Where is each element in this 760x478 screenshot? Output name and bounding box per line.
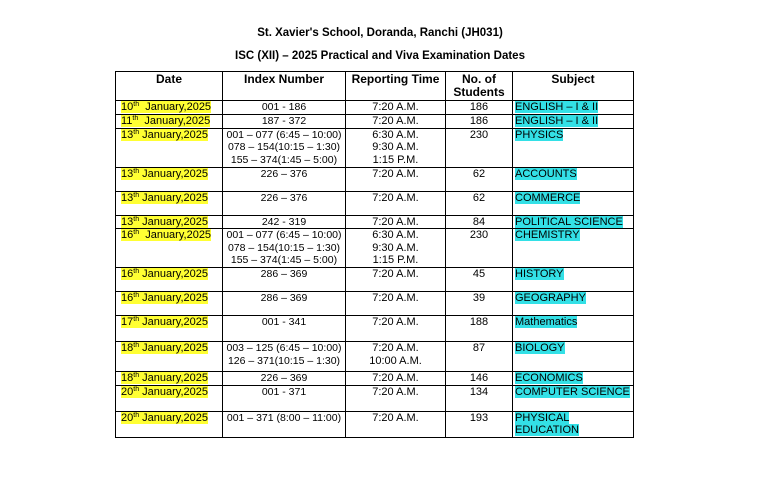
subject-name: Mathematics [515, 316, 578, 328]
date-day: 18 [121, 372, 134, 384]
date-highlight [121, 192, 208, 204]
reporting-time: 7:20 A.M. [372, 372, 419, 384]
subject-cell [513, 411, 634, 437]
reporting-time: 7:20 A.M. [372, 101, 419, 113]
date-highlight [121, 342, 208, 354]
reporting-time-cell [346, 215, 446, 229]
date-cell [116, 167, 223, 191]
reporting-time: 7:20 A.M. [372, 268, 419, 280]
date-cell [116, 229, 223, 268]
date-month-year: January,2025 [139, 411, 208, 424]
date-cell [116, 316, 223, 342]
column-header-index-number: Index Number [223, 72, 346, 101]
student-count-cell: 45 [446, 268, 513, 292]
column-header-no-of-students: No. of Students [446, 72, 513, 101]
date-cell [116, 268, 223, 292]
student-count-cell: 186 [446, 115, 513, 129]
student-count-cell: 84 [446, 215, 513, 229]
date-cell [116, 411, 223, 437]
reporting-time-cell [346, 342, 446, 372]
date-highlight [121, 101, 211, 113]
date-highlight [121, 292, 208, 304]
subject-cell [513, 191, 634, 215]
subject-cell [513, 316, 634, 342]
date-cell [116, 115, 223, 129]
index-range: 226 – 376 [260, 167, 308, 180]
date-cell [116, 372, 223, 386]
subject-cell [513, 372, 634, 386]
date-cell [116, 128, 223, 167]
student-count-cell: 62 [446, 167, 513, 191]
index-number-cell [223, 411, 346, 437]
date-ordinal-suffix: th [133, 167, 140, 175]
subject-cell [513, 342, 634, 372]
subject-name: GEOGRAPHY [515, 292, 586, 304]
reporting-time-cell [346, 372, 446, 386]
date-day: 18 [121, 342, 134, 354]
index-number-cell [223, 128, 346, 167]
date-day: 16 [121, 268, 134, 280]
reporting-time: 6:30 A.M. [372, 229, 419, 241]
reporting-time: 7:20 A.M. [372, 215, 419, 228]
date-highlight [121, 129, 208, 141]
date-cell [116, 385, 223, 411]
date-ordinal-suffix: th [133, 292, 140, 299]
subject-name: ACCOUNTS [515, 167, 577, 180]
index-range: 001 – 077 (6:45 – 10:00) [226, 128, 342, 141]
index-range: 001 - 186 [261, 101, 307, 113]
date-cell [116, 101, 223, 115]
index-range: 187 - 372 [261, 115, 307, 127]
table-row [116, 191, 634, 215]
subject-cell [513, 128, 634, 167]
reporting-time: 7:20 A.M. [372, 385, 419, 398]
subject-cell [513, 215, 634, 229]
index-range: 155 – 374(1:45 – 5:00) [230, 153, 338, 166]
column-header-reporting-time: Reporting Time [346, 72, 446, 101]
subject-name: HISTORY [515, 268, 564, 280]
subject-cell [513, 385, 634, 411]
date-day: 13 [121, 215, 134, 228]
table-row [116, 229, 634, 268]
date-day: 16 [121, 229, 134, 241]
index-range: 226 – 369 [260, 372, 308, 384]
index-number-cell [223, 115, 346, 129]
index-number-cell [223, 191, 346, 215]
index-number-cell [223, 292, 346, 316]
reporting-time-cell [346, 167, 446, 191]
date-ordinal-suffix: th [133, 229, 140, 236]
index-number-cell [223, 385, 346, 411]
date-month-year: January,2025 [139, 128, 208, 141]
subject-name: POLITICAL SCIENCE [515, 215, 623, 228]
date-month-year: January,2025 [139, 292, 208, 304]
date-highlight [121, 372, 208, 384]
exam-schedule-table [115, 71, 634, 438]
column-header-date: Date [116, 72, 223, 101]
student-count-cell: 230 [446, 128, 513, 167]
date-cell [116, 215, 223, 229]
index-number-cell [223, 372, 346, 386]
date-month-year: January,2025 [139, 316, 208, 328]
student-count-cell: 146 [446, 372, 513, 386]
reporting-time-cell [346, 292, 446, 316]
date-highlight [121, 316, 208, 328]
reporting-time: 7:20 A.M. [372, 191, 419, 204]
table-row [116, 372, 634, 386]
subject-cell [513, 167, 634, 191]
reporting-time: 6:30 A.M. [372, 128, 419, 141]
subject-cell [513, 292, 634, 316]
index-number-cell [223, 215, 346, 229]
index-range: 242 - 319 [261, 215, 307, 228]
date-month-year: January,2025 [139, 191, 208, 204]
date-highlight [121, 115, 210, 127]
index-number-cell [223, 167, 346, 191]
reporting-time-cell [346, 101, 446, 115]
date-cell [116, 191, 223, 215]
date-highlight [121, 229, 211, 241]
student-count-cell: 188 [446, 316, 513, 342]
date-highlight [121, 216, 208, 228]
reporting-time-cell [346, 411, 446, 437]
date-day: 13 [121, 128, 134, 141]
column-header-subject: Subject [513, 72, 634, 101]
index-range: 226 – 376 [260, 191, 308, 204]
date-day: 17 [121, 316, 134, 328]
subject-name: ENGLISH – I & II [515, 115, 599, 127]
table-row [116, 292, 634, 316]
index-range: 286 – 369 [260, 292, 308, 304]
date-cell [116, 292, 223, 316]
table-row [116, 268, 634, 292]
subject-name: BIOLOGY [515, 342, 565, 354]
student-count-cell: 134 [446, 385, 513, 411]
student-count-cell: 230 [446, 229, 513, 268]
reporting-time: 7:20 A.M. [372, 115, 419, 127]
index-range: 078 – 154(10:15 – 1:30) [227, 141, 341, 153]
date-month-year: January,2025 [139, 372, 208, 384]
index-range: 155 – 374(1:45 – 5:00) [230, 254, 338, 266]
index-range: 126 – 371(10:15 – 1:30) [227, 354, 341, 367]
index-range: 003 – 125 (6:45 – 10:00) [226, 342, 342, 354]
index-range: 286 – 369 [260, 268, 308, 280]
index-range: 001 – 371 (8:00 – 11:00) [226, 411, 342, 424]
reporting-time-cell [346, 128, 446, 167]
date-ordinal-suffix: th [133, 385, 140, 393]
exam-title: ISC (XII) – 2025 Practical and Viva Examination Dates [235, 50, 525, 62]
date-month-year: January,2025 [139, 268, 208, 280]
date-day: 10 [121, 101, 134, 113]
index-number-cell [223, 229, 346, 268]
date-ordinal-suffix: th [133, 128, 140, 136]
reporting-time: 7:20 A.M. [372, 342, 419, 354]
index-number-cell [223, 268, 346, 292]
date-month-year: January,2025 [139, 385, 208, 398]
date-ordinal-suffix: th [133, 411, 140, 419]
student-count-cell: 193 [446, 411, 513, 437]
table-row [116, 167, 634, 191]
index-range: 001 – 077 (6:45 – 10:00) [226, 229, 342, 241]
date-ordinal-suffix: th [133, 372, 140, 379]
table-row [116, 128, 634, 167]
table-row [116, 411, 634, 437]
table-row [116, 101, 634, 115]
student-count-cell: 87 [446, 342, 513, 372]
reporting-time: 1:15 P.M. [372, 254, 419, 266]
student-count-cell: 62 [446, 191, 513, 215]
date-ordinal-suffix: th [133, 316, 140, 323]
date-ordinal-suffix: th [133, 101, 140, 108]
index-number-cell [223, 316, 346, 342]
table-row [116, 215, 634, 229]
table-row [116, 115, 634, 129]
date-cell [116, 342, 223, 372]
reporting-time: 10:00 A.M. [369, 354, 422, 367]
subject-cell [513, 268, 634, 292]
table-header-row [116, 72, 634, 101]
index-range: 001 - 341 [261, 316, 307, 328]
reporting-time: 7:20 A.M. [372, 411, 419, 424]
reporting-time: 9:30 A.M. [372, 241, 419, 254]
table-row [116, 316, 634, 342]
reporting-time-cell [346, 229, 446, 268]
index-number-cell [223, 342, 346, 372]
index-range: 078 – 154(10:15 – 1:30) [227, 241, 341, 254]
reporting-time-cell [346, 385, 446, 411]
date-month-year: January,2025 [139, 101, 212, 113]
school-title: St. Xavier's School, Doranda, Ranchi (JH031) [257, 27, 503, 39]
date-month-year: January,2025 [138, 115, 211, 127]
date-ordinal-suffix: th [133, 342, 140, 349]
subject-name: ENGLISH – I & II [515, 101, 599, 113]
reporting-time: 7:20 A.M. [372, 316, 419, 328]
subject-name: PHYSICS [515, 128, 564, 141]
date-day: 20 [121, 411, 134, 424]
date-highlight [121, 412, 208, 424]
student-count-cell: 39 [446, 292, 513, 316]
subject-name: PHYSICAL EDUCATION [515, 411, 579, 436]
subject-cell [513, 115, 634, 129]
reporting-time: 1:15 P.M. [372, 153, 419, 166]
reporting-time-cell [346, 115, 446, 129]
date-day: 13 [121, 167, 134, 180]
date-highlight [121, 386, 208, 398]
student-count-cell: 186 [446, 101, 513, 115]
date-day: 20 [121, 385, 134, 398]
subject-name: ECONOMICS [515, 372, 583, 384]
reporting-time-cell [346, 191, 446, 215]
subject-name: COMPUTER SCIENCE [515, 385, 630, 398]
date-month-year: January,2025 [139, 342, 208, 354]
table-row [116, 385, 634, 411]
date-month-year: January,2025 [139, 167, 208, 180]
date-ordinal-suffix: th [133, 215, 140, 223]
date-highlight [121, 168, 208, 180]
subject-cell [513, 229, 634, 268]
date-ordinal-suffix: th [133, 191, 140, 199]
date-ordinal-suffix: th [133, 268, 140, 275]
subject-name: CHEMISTRY [515, 229, 580, 241]
date-month-year: January,2025 [139, 229, 212, 241]
table-row [116, 342, 634, 372]
table-body [116, 101, 634, 438]
date-day: 13 [121, 191, 134, 204]
date-ordinal-suffix: th [132, 115, 139, 122]
reporting-time: 9:30 A.M. [372, 141, 419, 153]
subject-name: COMMERCE [515, 191, 581, 204]
date-highlight [121, 268, 208, 280]
date-day: 16 [121, 292, 134, 304]
date-month-year: January,2025 [139, 215, 208, 228]
reporting-time-cell [346, 268, 446, 292]
date-day: 11 [121, 115, 133, 127]
reporting-time-cell [346, 316, 446, 342]
reporting-time: 7:20 A.M. [372, 167, 419, 180]
index-range: 001 - 371 [261, 385, 307, 398]
index-number-cell [223, 101, 346, 115]
reporting-time: 7:20 A.M. [372, 292, 419, 304]
subject-cell [513, 101, 634, 115]
